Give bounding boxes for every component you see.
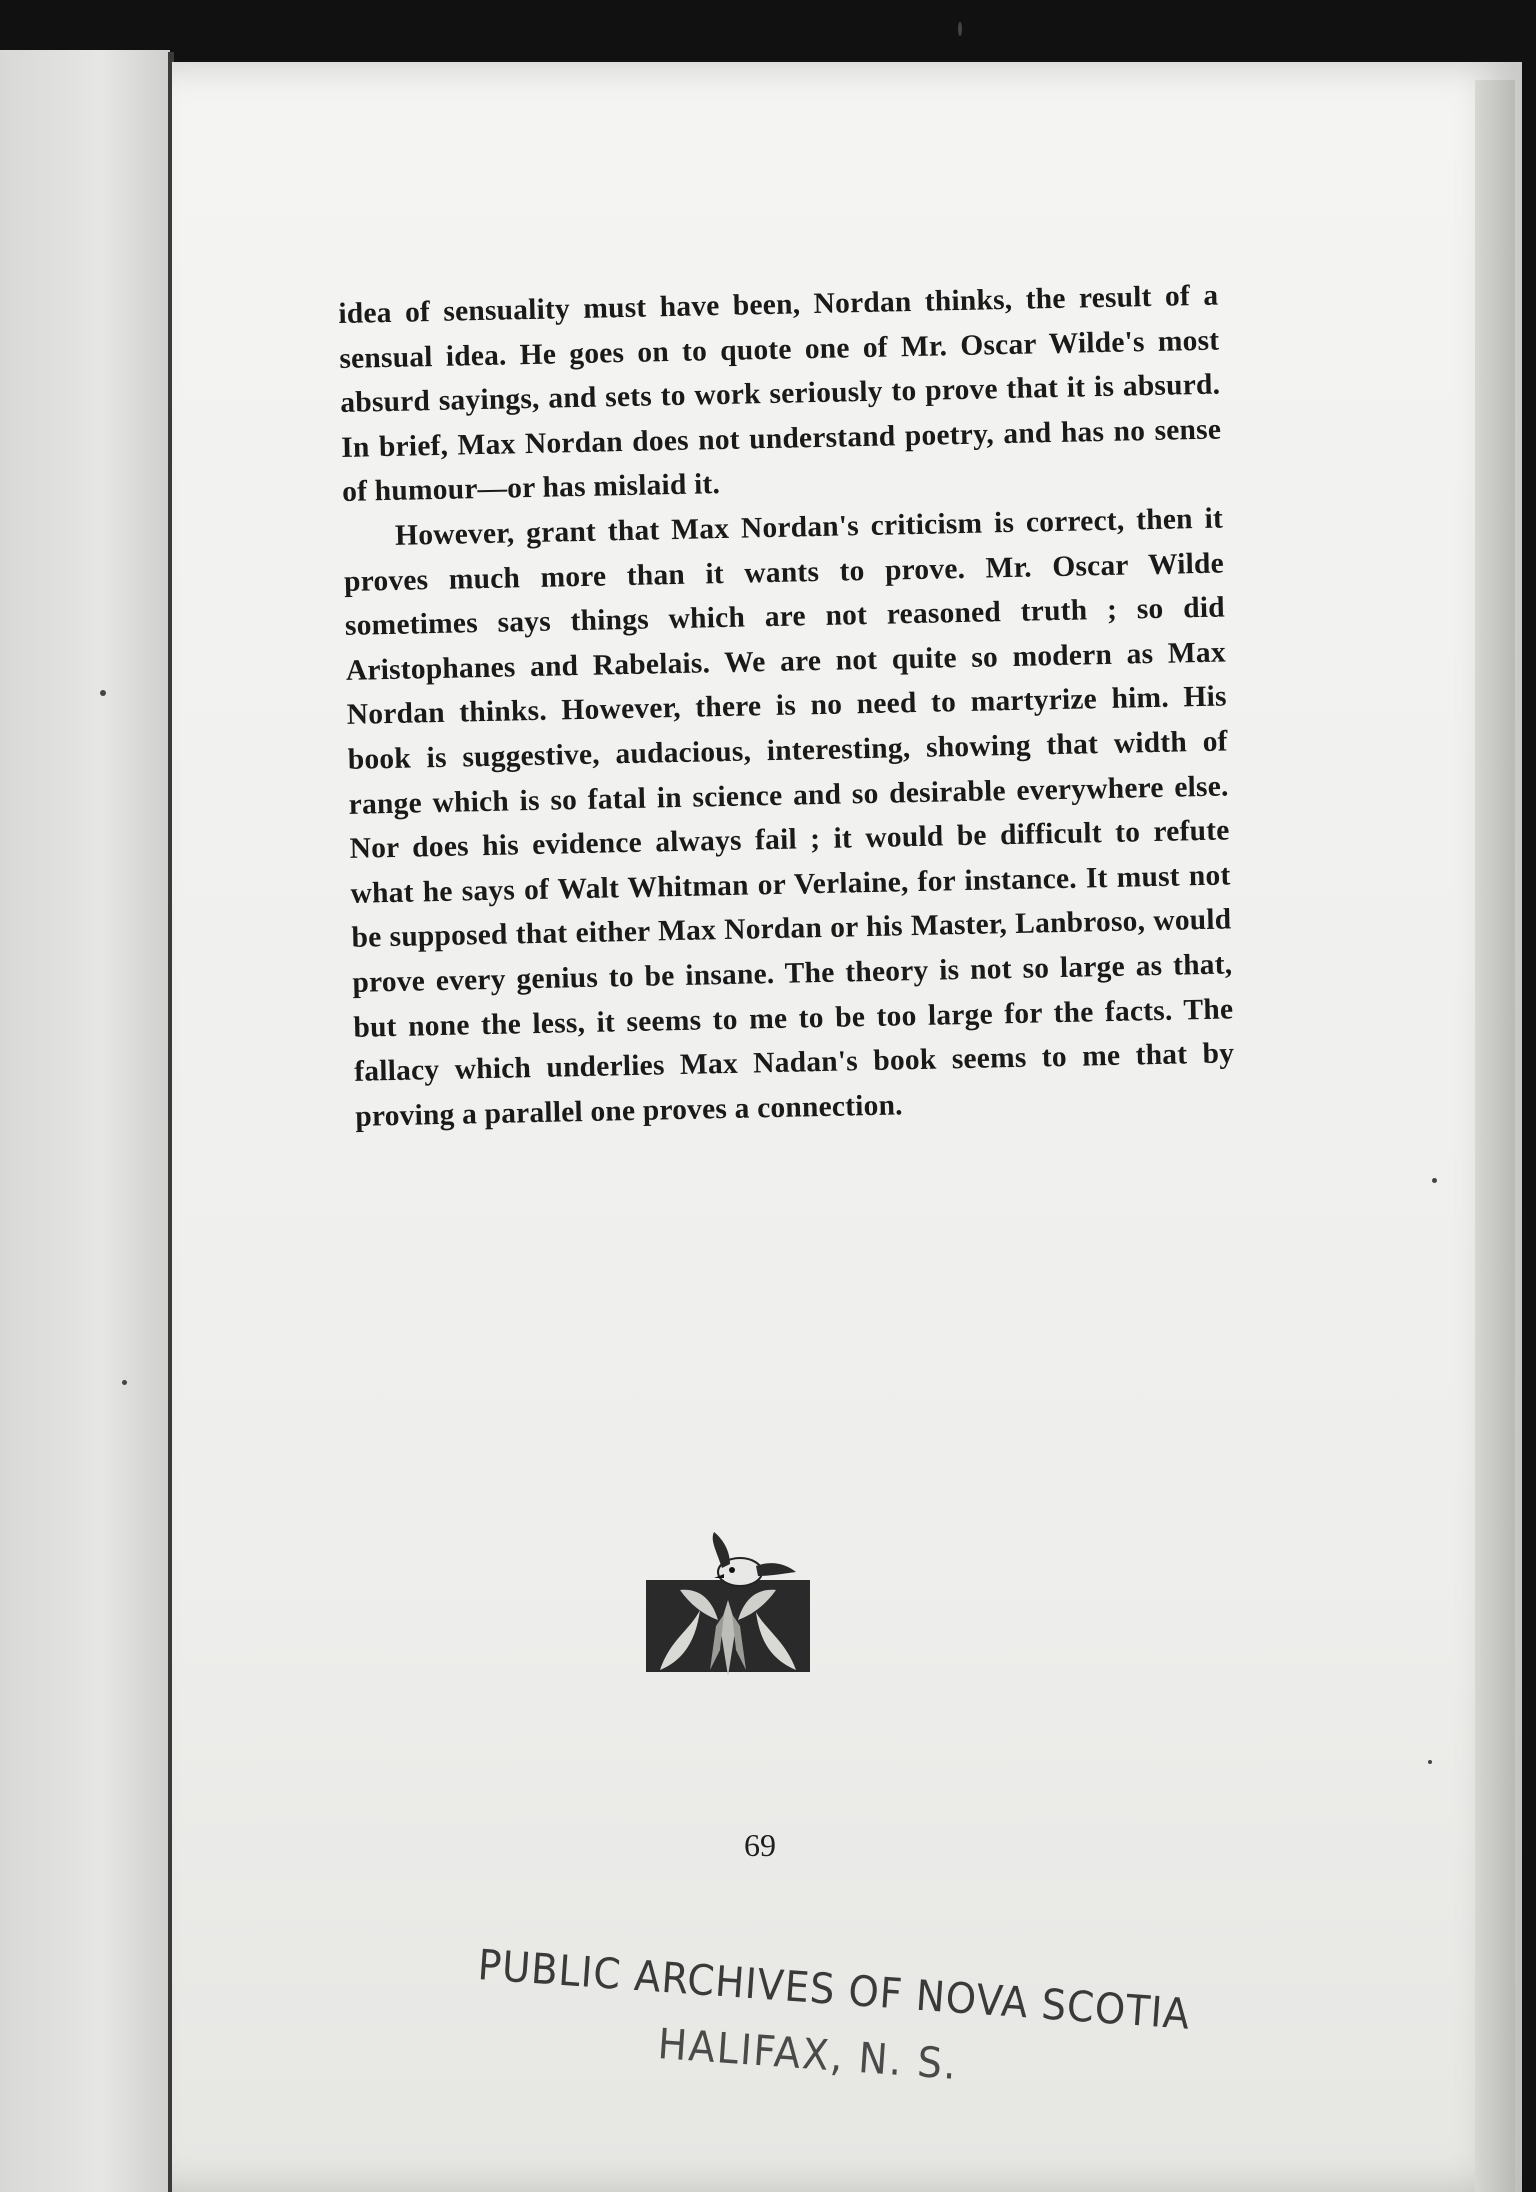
page-stack-edge <box>1475 80 1515 2192</box>
page-number: 69 <box>744 1827 776 1863</box>
paragraph-1: idea of sensuality must have been, Nordan thinks, the result of a sensual idea. He goes on to quote one of Mr. Oscar Wilde's most absurd sayings, and sets to work seriously to prove that it is absurd. In brief, Max Nordan does not understand poetry, and has no sense of humour—or has mislaid it. <box>338 279 1222 509</box>
scan-speck <box>122 1380 127 1385</box>
scan-speck <box>100 690 106 696</box>
body-text <box>338 274 1236 1140</box>
scan-speck <box>958 22 962 36</box>
archive-stamp <box>476 1940 1238 2089</box>
stamp-line-archive-name: PUBLIC ARCHIVES OF NOVA SCOTIA <box>476 1940 1192 2039</box>
bird-foliage-ornament-icon <box>640 1530 816 1680</box>
scan-speck <box>1428 1760 1432 1764</box>
scan-speck <box>1432 1178 1437 1183</box>
stamp-line-location: HALIFAX, N. S. <box>656 2019 960 2089</box>
facing-page-edge <box>0 50 170 2192</box>
paragraph-2: However, grant that Max Nordan's criticism is correct, then it proves much more than it wants to prove. Mr. Oscar Wilde sometimes says things which are not reasoned truth ; so did Aristophanes and Rabelais. We are not quite so modern as Max Nordan thinks. However, there is no need to martyrize him. His book is suggestive, audacious, interesting, showing that width of range which is so fatal in science and so desirable everywhere else. Nor does his evidence always fail ; it would be difficult to refute what he says of Walt Whitman or Verlaine, for instance. It must not be supposed that either Max Nordan or his Master, Lanbroso, would prove every genius to be insane. The theory is not so large as that, but none the less, it seems to me to be too large for the facts. The fallacy which underlies Max Nadan's book seems to me that by proving a parallel one proves a connection. <box>343 502 1235 1133</box>
